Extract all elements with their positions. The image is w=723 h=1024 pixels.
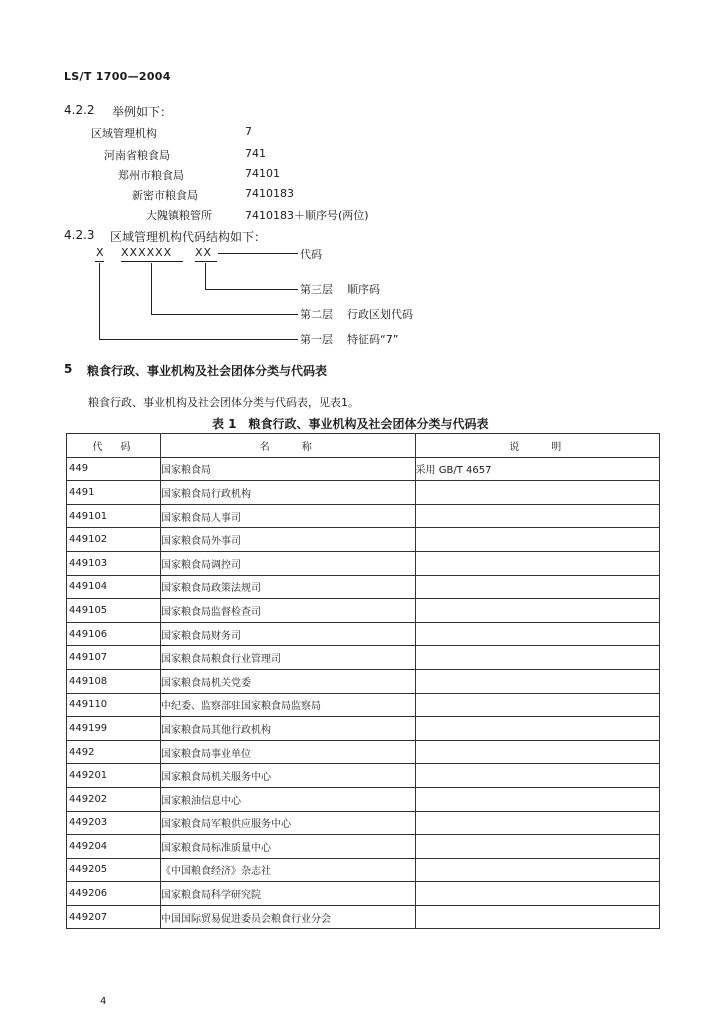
- section-title-5: 粮食行政、事业机构及社会团体分类与代码表: [87, 364, 328, 378]
- cell-note: [415, 622, 659, 646]
- cell-code: 449102: [67, 528, 161, 552]
- label-layer3-desc: 顺序码: [347, 283, 380, 296]
- pattern-middle-chars: XXXXXX: [121, 246, 173, 259]
- cell-note: 采用 GB/T 4657: [415, 457, 659, 481]
- table-row: [67, 622, 660, 646]
- cell-note: [415, 905, 659, 929]
- cell-name: 中国国际贸易促进委员会粮食行业分会: [161, 905, 416, 929]
- cell-code: 449205: [67, 858, 161, 882]
- table-row: [67, 457, 660, 481]
- header-name: 名 称: [161, 434, 416, 458]
- table-header-row: [67, 434, 660, 458]
- cell-code: 449206: [67, 882, 161, 906]
- table-row: [67, 481, 660, 505]
- table-row: [67, 646, 660, 670]
- cell-name: 国家粮食局调控司: [161, 551, 416, 575]
- header-note: 说 明: [415, 434, 659, 458]
- cell-note: [415, 504, 659, 528]
- table-row: [67, 858, 660, 882]
- cell-note: [415, 740, 659, 764]
- cell-code: 449104: [67, 575, 161, 599]
- cell-name: 《中国粮食经济》杂志社: [161, 858, 416, 882]
- section-title-422: 举例如下：: [112, 105, 173, 119]
- cell-name: 中纪委、监察部驻国家粮食局监察局: [161, 693, 416, 717]
- connector-layer3-horizontal: [205, 289, 298, 290]
- cell-code: 4492: [67, 740, 161, 764]
- table-row: [67, 717, 660, 741]
- table-row: [67, 528, 660, 552]
- cell-code: 449110: [67, 693, 161, 717]
- cell-code: 449202: [67, 787, 161, 811]
- table-row: [67, 905, 660, 929]
- cell-note: [415, 551, 659, 575]
- connector-layer2-horizontal: [151, 314, 298, 315]
- cell-note: [415, 811, 659, 835]
- table-row: [67, 882, 660, 906]
- cell-code: 449101: [67, 504, 161, 528]
- cell-name: 国家粮食局粮食行业管理司: [161, 646, 416, 670]
- cell-note: [415, 669, 659, 693]
- table-row: [67, 835, 660, 859]
- page-number: 4: [100, 996, 107, 1007]
- example-name-2: 河南省粮食局: [104, 149, 170, 162]
- connector-layer1-vertical: [99, 263, 100, 339]
- connector-layer1-horizontal: [99, 339, 298, 340]
- example-name-5: 大隗镇粮管所: [146, 209, 212, 222]
- cell-code: 449103: [67, 551, 161, 575]
- pattern-first-char: X: [96, 246, 104, 259]
- cell-note: [415, 646, 659, 670]
- table-row: [67, 551, 660, 575]
- cell-name: 国家粮食局外事司: [161, 528, 416, 552]
- example-name-4: 新密市粮食局: [132, 189, 198, 202]
- classification-table: [66, 433, 660, 929]
- cell-name: 国家粮油信息中心: [161, 787, 416, 811]
- cell-note: [415, 528, 659, 552]
- cell-note: [415, 693, 659, 717]
- leader-line-code: [218, 253, 298, 254]
- table-row: [67, 787, 660, 811]
- cell-note: [415, 481, 659, 505]
- cell-code: 449204: [67, 835, 161, 859]
- cell-note: [415, 599, 659, 623]
- example-name-1: 区域管理机构: [91, 127, 157, 140]
- label-layer1: 第一层: [300, 333, 333, 346]
- section-number-422: 4.2.2: [64, 103, 95, 117]
- cell-code: 449106: [67, 622, 161, 646]
- standard-id: LS/T 1700—2004: [64, 70, 171, 83]
- cell-name: 国家粮食局机关服务中心: [161, 764, 416, 788]
- cell-note: [415, 882, 659, 906]
- cell-name: 国家粮食局机关党委: [161, 669, 416, 693]
- label-layer2-desc: 行政区划代码: [347, 308, 413, 321]
- label-code: 代码: [300, 248, 322, 261]
- cell-note: [415, 764, 659, 788]
- table-body: [67, 457, 660, 929]
- cell-note: [415, 835, 659, 859]
- cell-code: 4491: [67, 481, 161, 505]
- cell-name: 国家粮食局人事司: [161, 504, 416, 528]
- table-row: [67, 669, 660, 693]
- cell-code: 449199: [67, 717, 161, 741]
- table-row: [67, 504, 660, 528]
- cell-name: 国家粮食局监督检查司: [161, 599, 416, 623]
- example-name-3: 郑州市粮食局: [118, 169, 184, 182]
- pattern-underline-last: [195, 261, 217, 262]
- cell-name: 国家粮食局政策法规司: [161, 575, 416, 599]
- example-code-3: 74101: [245, 167, 280, 180]
- table-row: [67, 811, 660, 835]
- cell-name: 国家粮食局: [161, 457, 416, 481]
- cell-name: 国家粮食局标准质量中心: [161, 835, 416, 859]
- example-code-4: 7410183: [245, 187, 294, 200]
- cell-name: 国家粮食局军粮供应服务中心: [161, 811, 416, 835]
- example-code-5: 7410183＋顺序号(两位): [245, 209, 369, 222]
- table-row: [67, 599, 660, 623]
- cell-name: 国家粮食局事业单位: [161, 740, 416, 764]
- section-number-5: 5: [64, 362, 73, 376]
- section-number-423: 4.2.3: [64, 228, 95, 242]
- cell-code: 449203: [67, 811, 161, 835]
- cell-code: 449: [67, 457, 161, 481]
- pattern-underline-middle: [121, 261, 183, 262]
- cell-code: 449201: [67, 764, 161, 788]
- cell-note: [415, 717, 659, 741]
- table-caption: 表 1 粮食行政、事业机构及社会团体分类与代码表: [212, 417, 489, 431]
- cell-note: [415, 858, 659, 882]
- pattern-underline-first: [95, 261, 104, 262]
- pattern-last-chars: XX: [195, 246, 213, 259]
- cell-code: 449107: [67, 646, 161, 670]
- connector-layer2-vertical: [151, 263, 152, 314]
- table-row: [67, 693, 660, 717]
- section-title-423: 区域管理机构代码结构如下：: [110, 230, 267, 244]
- table-row: [67, 740, 660, 764]
- label-layer3: 第三层: [300, 283, 333, 296]
- cell-note: [415, 575, 659, 599]
- cell-name: 国家粮食局财务司: [161, 622, 416, 646]
- table-row: [67, 575, 660, 599]
- section-5-intro: 粮食行政、事业机构及社会团体分类与代码表，见表1。: [88, 396, 359, 409]
- cell-name: 国家粮食局行政机构: [161, 481, 416, 505]
- cell-code: 449207: [67, 905, 161, 929]
- example-code-2: 741: [245, 147, 266, 160]
- cell-name: 国家粮食局其他行政机构: [161, 717, 416, 741]
- label-layer2: 第二层: [300, 308, 333, 321]
- cell-code: 449108: [67, 669, 161, 693]
- header-code: 代 码: [67, 434, 161, 458]
- table-row: [67, 764, 660, 788]
- connector-layer3-vertical: [205, 263, 206, 289]
- example-code-1: 7: [245, 125, 252, 138]
- cell-name: 国家粮食局科学研究院: [161, 882, 416, 906]
- cell-code: 449105: [67, 599, 161, 623]
- cell-note: [415, 787, 659, 811]
- label-layer1-desc: 特征码“7”: [347, 333, 399, 346]
